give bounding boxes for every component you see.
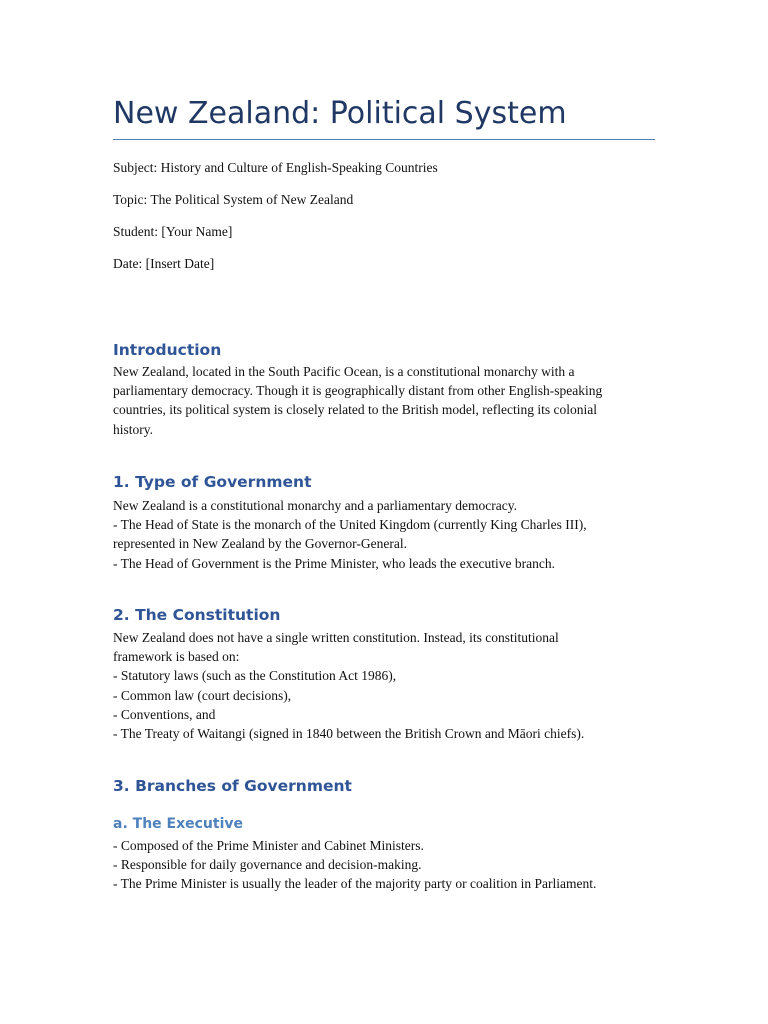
constitution-heading: 2. The Constitution [113,606,281,624]
subject-line: Subject: History and Culture of English-Speaking Countries [113,160,438,175]
executive-subheading: a. The Executive [113,816,243,832]
paragraph-line: - Conventions, and [113,706,216,722]
paragraph-line: - The Prime Minister is usually the leader of the majority party or coalition in Parliament. [113,876,597,892]
paragraph-line: - The Treaty of Waitangi (signed in 1840 between the British Crown and Māori chiefs). [113,726,585,742]
paragraph-line: - Responsible for daily governance and decision-making. [113,857,422,873]
introduction-paragraph [113,362,658,439]
title-underline [113,139,655,140]
paragraph-line: - The Head of Government is the Prime Minister, who leads the executive branch. [113,555,555,571]
type-of-government-heading: 1. Type of Government [113,473,312,491]
paragraph-line: represented in New Zealand by the Governor-General. [113,536,407,552]
paragraph-line: - Composed of the Prime Minister and Cabinet Ministers. [113,838,424,853]
topic-line: Topic: The Political System of New Zealand [113,192,354,207]
paragraph-line: New Zealand, located in the South Pacific Ocean, is a constitutional monarchy with a [113,364,575,379]
paragraph-line: - Statutory laws (such as the Constitution Act 1986), [113,668,397,684]
executive-paragraph [113,836,658,894]
type-of-government-paragraph [113,496,658,573]
date-line: Date: [Insert Date] [113,256,215,271]
constitution-paragraph [113,628,658,743]
paragraph-line: - The Head of State is the monarch of the United Kingdom (currently King Charles III), [113,517,587,533]
introduction-heading: Introduction [113,341,222,359]
branches-heading: 3. Branches of Government [113,777,352,795]
paragraph-line: - Common law (court decisions), [113,687,292,703]
document-title: New Zealand: Political System [113,96,567,131]
paragraph-line: countries, its political system is closely related to the British model, reflecting its colonial [113,402,598,418]
student-line: Student: [Your Name] [113,224,233,239]
paragraph-line: history. [113,421,153,437]
paragraph-line: framework is based on: [113,649,240,665]
paragraph-line: parliamentary democracy. Though it is geographically distant from other English-speaking [113,383,603,399]
paragraph-line: New Zealand does not have a single written constitution. Instead, its constitutional [113,630,559,645]
paragraph-line: New Zealand is a constitutional monarchy and a parliamentary democracy. [113,498,517,513]
